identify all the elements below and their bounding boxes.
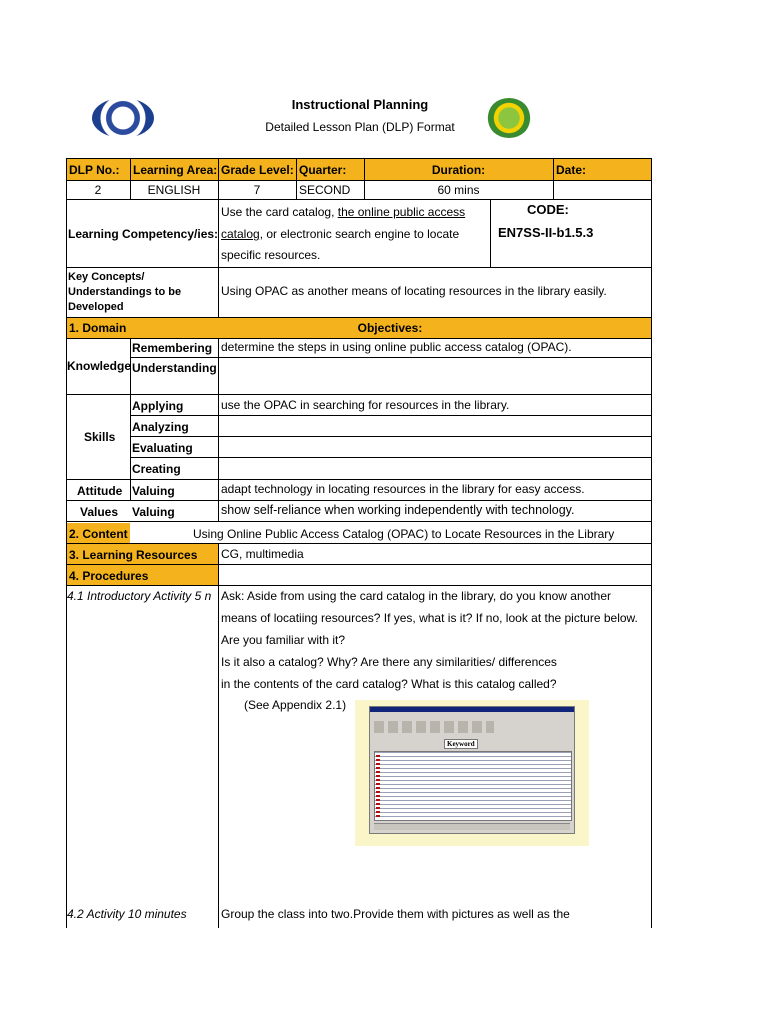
- intro-line-2: means of locatiing resources? If yes, what is it? If no, look at the picture below.: [221, 611, 638, 625]
- intro-line-5: in the contents of the card catalog? What is this catalog called?: [221, 677, 557, 691]
- opac-results-list: [374, 751, 572, 821]
- grade-level-value: 7: [253, 183, 261, 197]
- quarter-value: SECOND: [299, 183, 351, 197]
- attitude-valuing-label: Valuing: [132, 484, 175, 498]
- evaluating-label: Evaluating: [132, 441, 193, 455]
- activity-label: 4.2 Activity 10 minutes: [67, 907, 187, 921]
- duration-header: Duration:: [431, 163, 486, 177]
- document-subtitle: Detailed Lesson Plan (DLP) Format: [265, 120, 455, 134]
- understanding-label: Understanding: [132, 361, 217, 375]
- appendix-reference: (See Appendix 2.1): [244, 698, 347, 712]
- applying-text: use the OPAC in searching for resources in the library.: [221, 398, 510, 412]
- skills-label: Skills: [84, 430, 116, 444]
- opac-keyword-label: Keyword: [444, 739, 478, 749]
- remembering-label: Remembering: [132, 341, 213, 355]
- division-seal-logo: [487, 98, 531, 138]
- procedures-label: 4. Procedures: [69, 569, 149, 583]
- applying-label: Applying: [132, 399, 184, 413]
- intro-line-4: Is it also a catalog? Why? Are there any similarities/ differences: [221, 655, 557, 669]
- competency-line-3: specific resources.: [221, 248, 321, 262]
- objectives-header: Objectives:: [357, 321, 423, 335]
- opac-toolbar: [374, 721, 494, 733]
- content-text: Using Online Public Access Catalog (OPAC) to Locate Resources in the Library: [193, 527, 615, 541]
- competency-line-2: [221, 227, 459, 241]
- key-concepts-label-3: Developed: [68, 301, 124, 313]
- dlp-no-header: DLP No.:: [69, 163, 120, 177]
- key-concepts-label-2: Understandings to be: [68, 286, 182, 298]
- learning-competency-label: Learning Competency/ies:: [68, 227, 219, 241]
- quarter-header: Quarter:: [299, 163, 347, 177]
- learning-area-value: ENGLISH: [147, 183, 201, 197]
- resources-text: CG, multimedia: [221, 547, 304, 561]
- key-concepts-text: Using OPAC as another means of locating resources in the library easily.: [221, 284, 607, 298]
- opac-status-bar: [374, 823, 570, 830]
- domain-header: 1. Domain: [69, 321, 127, 335]
- code-value: EN7SS-II-b1.5.3: [498, 225, 594, 240]
- introductory-activity-label: 4.1 Introductory Activity 5 n: [67, 589, 212, 603]
- learning-area-header: Learning Area:: [133, 163, 218, 177]
- deped-seal-logo: [92, 98, 154, 138]
- remembering-text: determine the steps in using online public access catalog (OPAC).: [221, 340, 572, 354]
- duration-value: 60 mins: [437, 183, 480, 197]
- opac-screenshot-image: [355, 700, 589, 846]
- attitude-text: adapt technology in locating resources in the library for easy access.: [221, 482, 585, 496]
- opac-titlebar: [370, 707, 574, 712]
- learning-resources-label-2: Resources: [136, 548, 198, 562]
- intro-line-3: Are you familiar with it?: [221, 633, 346, 647]
- attitude-label: Attitude: [77, 484, 123, 498]
- date-header: Date:: [556, 163, 587, 177]
- grade-level-header: Grade Level:: [221, 163, 294, 177]
- key-concepts-label-1: Key Concepts/: [68, 271, 145, 283]
- competency-text-1-underlined: the online public access: [337, 205, 466, 219]
- dlp-no-value: 2: [94, 183, 102, 197]
- competency-text-2: , or electronic search engine to locate: [259, 227, 460, 241]
- values-text: show self-reliance when working independently with technology.: [221, 503, 575, 517]
- content-label: 2. Content: [69, 527, 128, 541]
- document-title: Instructional Planning: [291, 97, 429, 112]
- code-label: CODE:: [527, 202, 569, 217]
- competency-text-1: Use the card catalog,: [221, 205, 338, 219]
- competency-line-1: [221, 205, 465, 219]
- activity-text: Group the class into two.Provide them with pictures as well as the: [221, 907, 570, 921]
- values-label: Values: [80, 505, 119, 519]
- opac-result-markers: [376, 753, 380, 817]
- analyzing-label: Analyzing: [132, 420, 189, 434]
- knowledge-label: Knowledge: [67, 359, 132, 373]
- intro-line-1: Ask: Aside from using the card catalog in the library, do you know another: [221, 589, 611, 603]
- competency-text-2-underlined: catalog: [221, 227, 260, 241]
- creating-label: Creating: [132, 462, 181, 476]
- learning-resources-label-1: 3. Learning: [69, 548, 134, 562]
- opac-window: [369, 706, 575, 834]
- values-valuing-label: Valuing: [132, 505, 175, 519]
